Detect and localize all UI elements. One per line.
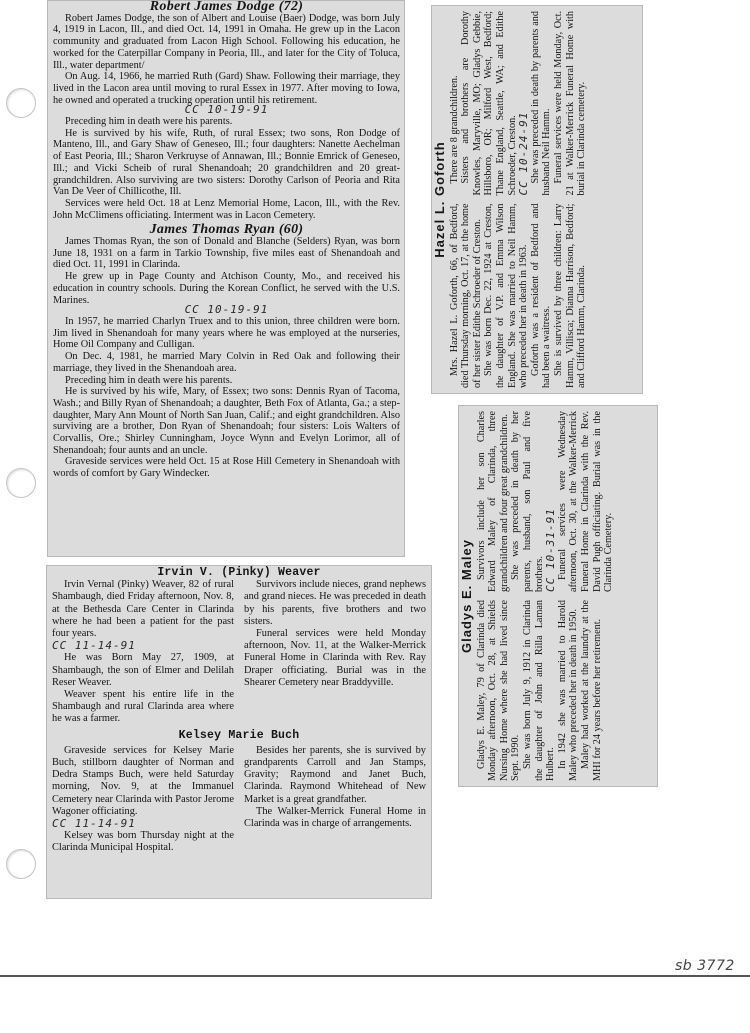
- weaver-column-left: [52, 579, 234, 725]
- buch-paragraph-1: Graveside services for Kelsey Marie Buch, stillborn daughter of Norman and Dedra Stamps Buch, were held Saturday morning, Nov. 9, at the Immanuel Cemetery near Clarinda with Pastor Jerome Wagoner officiating.: [52, 744, 234, 817]
- maley-paragraph-1: Gladys E. Maley, 79 of Clarinda died Monday afternoon, Oct. 28, at Shields Nursing Home where she had lived since Sept. 1990.: [475, 600, 522, 781]
- maley-rotated-content: [458, 405, 658, 787]
- maley-columns: [476, 411, 615, 781]
- maley-paragraph-7: Funeral services were Wednesday afternoon, Oct. 30, at the Walker-Merrick Funeral Home in Clarinda with the Rev. David Pugh officiating. Burial was in the Clarinda Cemetery.: [556, 411, 615, 592]
- maley-paragraph-4: Maley had worked at the laundry at the MHI for 24 years before her retirement.: [579, 600, 603, 781]
- goforth-paragraph-8: Funeral services were held Monday, Oct. 21 at Walker-Merrick Funeral Home with burial in Clarinda cemetery.: [552, 11, 588, 196]
- dodge-paragraph-3: Preceding him in death were his parents.: [65, 116, 233, 128]
- goforth-handwritten-note: CC 10-24-91: [517, 111, 531, 196]
- goforth-paragraph-5: There are 8 grandchildren.: [448, 75, 460, 184]
- buch-column-left: [52, 745, 234, 855]
- goforth-paragraph-3: Goforth was a resident of Bedford and had been a waitress.: [529, 203, 553, 388]
- maley-paragraph-5: Survivors include her son Charles Edward Maley of Clarinda, three grandchildren and four great grandchildren.: [475, 411, 510, 592]
- goforth-column-right: [449, 11, 588, 196]
- maley-paragraph-6: She was preceded in death by her parents, husband, son Paul and five brothers.: [510, 411, 545, 592]
- maley-paragraph-3: In 1942 she was married to Harold Maley who preceded her in death in 1950.: [556, 600, 580, 781]
- weaver-paragraph-3: Weaver spent his entire life in the Shambaugh and rural Clarinda area where he was a farmer.: [52, 689, 234, 725]
- dodge-paragraph-2: On Aug. 14, 1966, he married Ruth (Gard) Shaw. Following their marriage, they lived in the Lacon area until moving to rural Essex in 1977. After moving to Iowa, he owned and operated a trucking operation until his retirement.: [53, 71, 400, 106]
- page-divider-line: [0, 975, 750, 977]
- ryan-paragraph-4: On Dec. 4, 1981, he married Mary Colvin in Red Oak and following their marriage, they lived in the Shenandoah area.: [53, 351, 400, 374]
- goforth-paragraph-6: Sisters and brothers are Dorothy Knowles, Maryville, MO; Gladys Gebbie, Hillsboro, OR; Milford West, Bedford; Thane England, Seattle, WA; and Edithe Schroeder, Creston.: [460, 11, 518, 196]
- clipping-maley: [458, 405, 658, 787]
- obituary-title-ryan: James Thomas Ryan (60): [149, 222, 304, 238]
- ryan-paragraph-7: Graveside services were held Oct. 15 at Rose Hill Cemetery in Shenandoah with words of comfort by Gary Windecker.: [53, 456, 400, 480]
- weaver-column-right: [244, 579, 426, 725]
- maley-column-left: [476, 600, 615, 781]
- binder-hole: [6, 849, 36, 879]
- buch-paragraph-3: Besides her parents, she is survived by grandparents Carroll and Jan Stamps, Gravity; Raymond and Janet Buch, Clarinda. Raymond Whitehead of New Market is a great grandfather.: [244, 744, 426, 805]
- obituary-title-maley: Gladys E. Maley: [459, 539, 474, 653]
- weaver-paragraph-1: Irvin Vernal (Pinky) Weaver, 82 of rural Shambaugh, died Friday afternoon, Nov. 8, at the Bethesda Care Center in Clarinda where he had been a patient for the past four years.: [52, 579, 234, 640]
- goforth-column-left: [449, 204, 588, 389]
- dodge-paragraph-4: He is survived by his wife, Ruth, of rural Essex; two sons, Ron Dodge of Manteno, Ill., and Gary Shaw of Geneseo, Ill.; four daughters: Nanette Aechelman of East Peoria, Ill.; Sharon Verkruyse of Annawan, Ill.; Bonnie Emrick of Geneseo, Ill.; and Vicki Scheib of rural Shenandoah; 20 grandchildren and 20 great-grandchildren. Also surviving are two sisters: Dorothy Carlson of Peoria and Rita Van De Veer of Chillicothe, Ill.: [53, 127, 400, 198]
- obituary-title-goforth: Hazel L. Goforth: [432, 141, 447, 258]
- goforth-paragraph-7: She was preceded in death by parents and husband Neil Hamm.: [529, 11, 553, 196]
- maley-column-right: [476, 411, 615, 592]
- ryan-paragraph-3: In 1957, he married Charlyn Truex and to this union, three children were born. Jim lived in Shenandoah for many years where he was employed at the nurseries, Home Oil Company and Culligan.: [53, 315, 400, 351]
- clipping-dodge-ryan: [47, 0, 405, 557]
- weaver-paragraph-2: He was Born May 27, 1909, at Shambaugh, the son of Elmer and Delilah Reser Weaver.: [52, 652, 234, 688]
- weaver-columns: [52, 579, 426, 725]
- buch-column-right: [244, 745, 426, 855]
- maley-handwritten-note: CC 10-31-91: [544, 508, 558, 592]
- obituary-title-weaver: Irvin V. (Pinky) Weaver: [157, 566, 321, 579]
- ryan-paragraph-2: He grew up in Page County and Atchison County, Mo., and received his education in country schools. During the Korean Conflict, he served with the U.S. Marines.: [53, 271, 400, 306]
- ryan-paragraph-5: Preceding him in death were his parents.: [65, 374, 233, 386]
- ryan-paragraph-1: James Thomas Ryan, the son of Donald and Blanche (Selders) Ryan, was born June 18, 1931 on a farm in Tarkio Township, five miles east of Shenandoah and died Oct. 11, 1991 in Clarinda.: [53, 236, 400, 271]
- goforth-rotated-content: [431, 5, 643, 394]
- maley-paragraph-2: She was born July 9, 1912 in Clarinda the daughter of John and Rilla Laman Hulbert.: [521, 600, 557, 781]
- clipping-weaver-buch: [46, 565, 432, 899]
- binder-hole: [6, 88, 36, 118]
- buch-paragraph-2: Kelsey was born Thursday night at the Clarinda Municipal Hospital.: [52, 830, 234, 854]
- dodge-handwritten-note: CC 10-19-91: [184, 103, 269, 117]
- dodge-paragraph-5: Services were held Oct. 18 at Lenz Memorial Home, Lacon, Ill., with the Rev. John McClimens officiating. Interment was in Lacon Cemetery.: [53, 197, 400, 221]
- binder-hole: [6, 468, 36, 498]
- clipping-goforth: [431, 5, 643, 394]
- goforth-paragraph-4: She is survived by three children: Larry Hamm, Villisca; Dianna Harrison, Bedford; and Clifford Hamm, Clarinda.: [552, 203, 588, 388]
- goforth-paragraph-1: Mrs. Hazel L. Goforth, 66, of Bedford, died Thursday morning, Oct. 17, at the home of her sister Edithe Schroeder of Creston.: [448, 203, 483, 388]
- dodge-paragraph-1: Robert James Dodge, the son of Albert and Louise (Baer) Dodge, was born July 4, 1919 in Lacon, Ill., and died Oct. 14, 1991 in Omaha. He grew up in the Lacon community and graduated from Lacon High School. Following his education, he worked for the Caterpillar Company in Peoria, Ill., and later for the City of Toluca, Ill., water department/: [53, 12, 400, 71]
- ryan-paragraph-6: He is survived by his wife, Mary, of Essex; two sons: Dennis Ryan of Tacoma, Wash.; and Billy Ryan of Shenandoah; a daughter, Beth Fox of Atlanta, Ga.; a step-daughter, Mary Ann Mount of North San Juan, Calif.; and eight grandchildren. Also surviving are a brother, Don Ryan of Shenandoah; four sisters: Lois Walters of Corvallis, Ore.; Shirley Cunningham, Joyce Wynn and Evelyn Lorimor, all of Shenandoah; four aunts and an uncle.: [53, 386, 400, 456]
- goforth-columns: [449, 11, 588, 388]
- ryan-handwritten-note: CC 10-19-91: [184, 303, 269, 317]
- weaver-paragraph-4: Survivors include nieces, grand nephews and grand nieces. He was preceded in death by his parents, five brothers and two sisters.: [244, 579, 426, 627]
- buch-handwritten-note: CC 11-14-91: [52, 817, 136, 831]
- goforth-paragraph-2: She was born Dec. 22, 1924 at Creston, the daughter of V.P. and Emma Wilson England. She was married to Neil Hamm, who preceded her in death in 1963.: [483, 203, 530, 388]
- obituary-title-dodge: Robert James Dodge (72): [149, 0, 304, 14]
- weaver-paragraph-5: Funeral services were held Monday afternoon, Nov. 11, at the Walker-Merrick Funeral Home in Clarinda with Rev. Ray Draper officiating. Burial was in the Shearer Cemetery near Braddyville.: [244, 628, 426, 688]
- buch-columns: [52, 745, 426, 855]
- obituary-title-buch: Kelsey Marie Buch: [178, 728, 300, 742]
- folio-number: sb 3772: [675, 958, 735, 974]
- buch-paragraph-4: The Walker-Merrick Funeral Home in Clarinda was in charge of arrangements.: [244, 805, 426, 830]
- weaver-handwritten-note: CC 11-14-91: [52, 639, 136, 653]
